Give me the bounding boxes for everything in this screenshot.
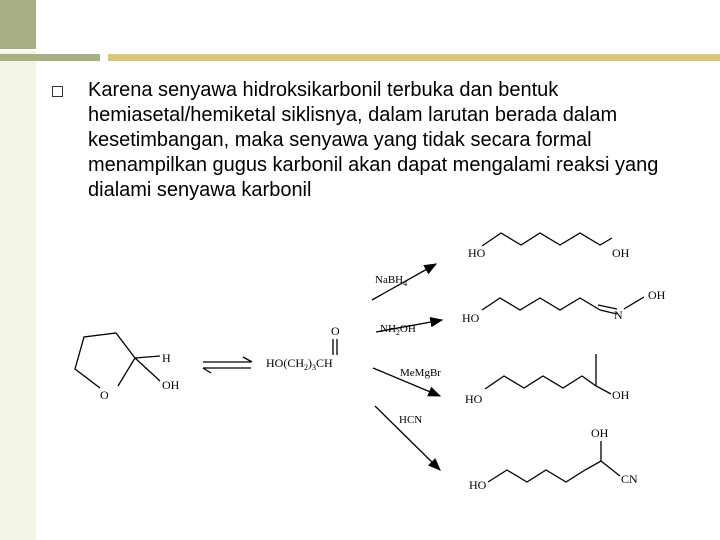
carbonyl-o-label: O: [331, 324, 340, 338]
p2-ho: HO: [462, 311, 480, 325]
p1-ho: HO: [468, 246, 486, 260]
reagent-nh2oh: $NH_2OH$: [380, 323, 416, 337]
p1-oh: OH: [612, 246, 630, 260]
product-4-chain: [488, 461, 620, 482]
reagent-memgbr: MeMgBr: [400, 367, 441, 379]
equilibrium-arrows: [203, 357, 252, 373]
cyclic-h-label: H: [162, 351, 171, 365]
bullet-text: Karena senyawa hidroksikarbonil terbuka dan bentuk hemiasetal/hemiketal siklisnya, dalam larutan berada dalam kesetimbangan, maka senyawa yang tidak secara formal menampilkan gugus karbonil akan dapat mengalami reaksi yang dialami senyawa karbonil: [88, 79, 659, 201]
carbonyl-double-bond: [333, 339, 337, 355]
open-chain-formula: $HO(CH_2)_3CH$: [266, 356, 333, 372]
cyclic-hemiacetal: [75, 333, 160, 388]
p3-ho: HO: [465, 392, 483, 406]
cyclic-o-label: O: [100, 388, 109, 402]
p2-oh: OH: [648, 288, 666, 302]
product-2-chain: [482, 298, 600, 310]
p4-ho: HO: [469, 478, 487, 492]
p4-cn: CN: [621, 472, 638, 486]
p2-n: N: [614, 308, 623, 322]
reagent-hcn: HCN: [399, 414, 423, 426]
product-3-chain: [485, 376, 611, 394]
reagent-nabh4: NaBH$_4$: [375, 274, 408, 288]
product-2-no-bond: [624, 297, 644, 309]
product-1-chain: [482, 233, 612, 246]
p4-oh: OH: [591, 426, 609, 440]
cyclic-oh-label: OH: [162, 378, 180, 392]
p3-oh: OH: [612, 388, 630, 402]
